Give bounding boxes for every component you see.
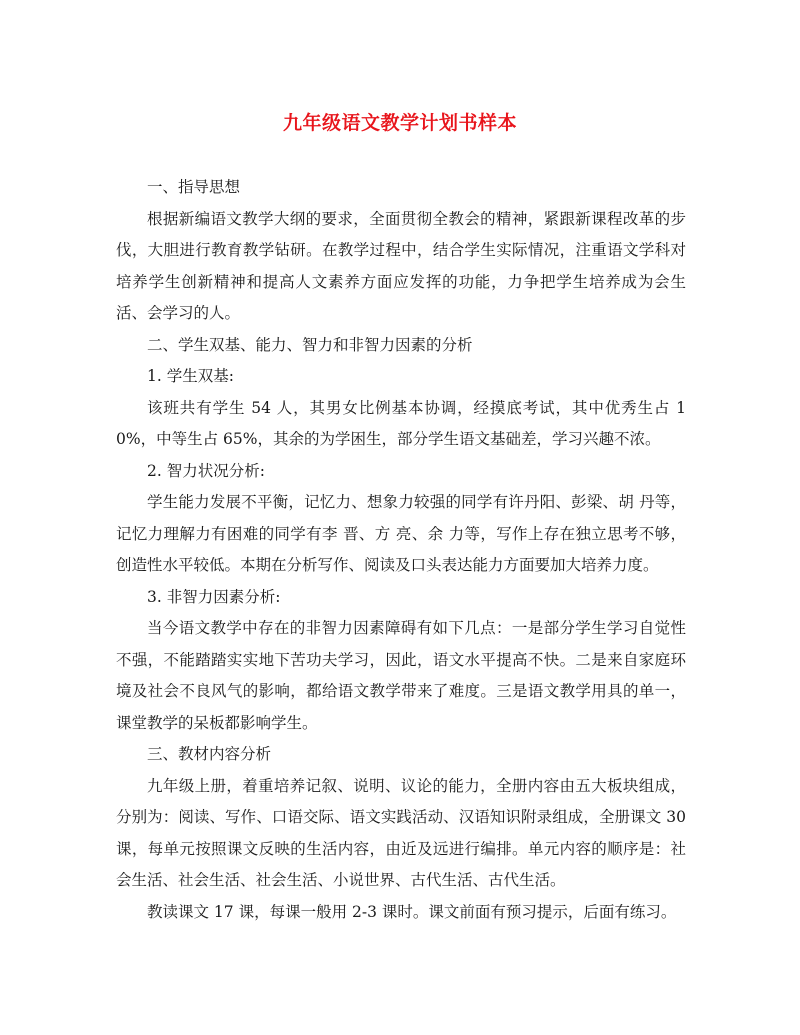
paragraph-lesson-count: 教读课文 17 课，每课一般用 2-3 课时。课文前面有预习提示，后面有练习。 xyxy=(147,902,677,921)
section-heading-guiding-thought: 一、指导思想 xyxy=(147,178,241,196)
paragraph-intelligence-analysis: 学生能力发展不平衡，记忆力、想象力较强的同学有许丹阳、彭梁、胡 丹等，记忆力理解力有困难的同学有李 晋、方 亮、余 力等，写作上存在独立思考不够，创造性水平较低。本期在分析写作、阅读及口头表达能力方面要加大培养力度。 xyxy=(116,493,686,574)
subheading-intelligence-analysis: 2. 智力状况分析: xyxy=(147,461,265,480)
subheading-student-basics: 1. 学生双基: xyxy=(147,367,234,385)
subheading-non-intelligence-analysis: 3. 非智力因素分析: xyxy=(147,587,281,606)
section-heading-textbook-analysis: 三、教材内容分析 xyxy=(147,745,272,763)
paragraph-non-intelligence-analysis: 当今语文教学中存在的非智力因素障碍有如下几点：一是部分学生学习自觉性不强，不能踏踏实实地下苦功夫学习，因此，语文水平提高不快。二是来自家庭环境及社会不良风气的影响，都给语文教学带来了难度。三是语文教学用具的单一，课堂教学的呆板都影响学生。 xyxy=(116,619,686,732)
paragraph-textbook-analysis: 九年级上册，着重培养记叙、说明、议论的能力，全册内容由五大板块组成，分别为：阅读、写作、口语交际、语文实践活动、汉语知识附录组成，全册课文 30 课，每单元按照课文反映的生活内容，由近及远进行编排。单元内容的顺序是：社会生活、社会生活、社会生活、小说世界、古代生活、古代生活。 xyxy=(116,776,686,889)
document-title: 九年级语文教学计划书样本 xyxy=(282,112,517,134)
paragraph-student-basics: 该班共有学生 54 人，其男女比例基本协调，经摸底考试，其中优秀生占 10%，中等生占 65%，其余的为学困生，部分学生语文基础差，学习兴趣不浓。 xyxy=(116,398,686,448)
section-heading-student-analysis: 二、学生双基、能力、智力和非智力因素的分析 xyxy=(147,335,473,354)
document-body xyxy=(116,172,686,928)
paragraph-guiding-thought: 根据新编语文教学大纲的要求，全面贯彻全教会的精神，紧跟新课程改革的步伐，大胆进行教育教学钻研。在教学过程中，结合学生实际情况，注重语文学科对培养学生创新精神和提高人文素养方面应发挥的功能，力争把学生培养成为会生活、会学习的人。 xyxy=(116,209,686,322)
